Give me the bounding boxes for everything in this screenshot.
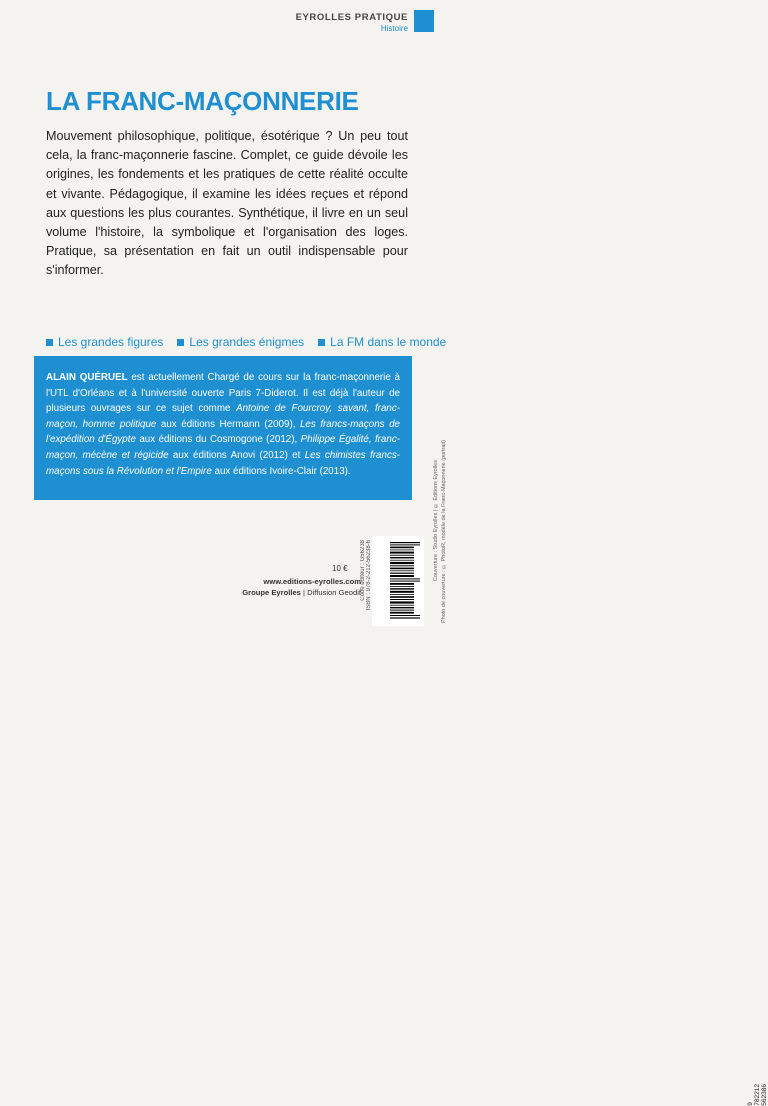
publisher-group: Groupe Eyrolles xyxy=(242,588,301,597)
publisher-website: www.editions-eyrolles.com xyxy=(263,577,361,586)
square-bullet-icon xyxy=(46,339,53,346)
topic-label: Les grandes énigmes xyxy=(189,335,305,349)
work-title: Les francs-maçons de l'expédition d'Égypte xyxy=(46,418,401,446)
barcode xyxy=(372,536,768,1106)
cover-credit: Couverture : Studio Eyrolles | © Éditions Eyrolles xyxy=(433,460,439,582)
bio-text: aux éditions Hermann (2009), xyxy=(156,418,300,430)
work-title: Antoine de Fourcroy, savant, franc-maçon, homme politique xyxy=(46,403,401,430)
square-bullet-icon xyxy=(177,339,184,346)
bio-text: aux éditions du Cosmogone (2012), xyxy=(135,434,301,446)
series-block xyxy=(296,12,408,33)
bio-text: est actuellement Chargé de cours sur la franc-maçonnerie à l'UTL d'Orléans et à l'université ouverte Paris 7-Diderot. Il est déjà l'auteur de plusieurs ouvrages sur ce sujet comme xyxy=(46,372,401,415)
code-editeur: Code éditeur : G56238 xyxy=(360,540,366,601)
topic-label: Les grandes figures xyxy=(58,335,164,349)
distribution-text: | Diffusion Geodif xyxy=(300,588,361,597)
author-bio-box xyxy=(34,356,412,500)
series-square-logo xyxy=(414,10,434,32)
photo-credit: Photo de couverture : © PhotoR, modèle de la Franc-Maçonnerie (portrait) xyxy=(441,440,447,624)
author-name: ALAIN QUÉRUEL xyxy=(46,372,128,383)
work-title: Philippe Égalité, franc-maçon, mécène et régicide xyxy=(46,434,400,461)
topic-label: La FM dans le monde xyxy=(330,335,447,349)
topic-item xyxy=(318,335,446,349)
topic-item xyxy=(177,335,304,349)
book-description: Mouvement philosophique, politique, ésotérique ? Un peu tout cela, la franc-maçonnerie fascine. Complet, ce guide dévoile les origines, les fondements et les pratiques de cette réalité occulte et vivante. Pédagogique, il examine les idées reçues et répond aux questions les plus courantes. Synthétique, il livre en un seul volume l'histoire, la symbolique et l'organisation des loges. Pratique, sa présentation en fait un outil indispensable pour s'informer. xyxy=(46,129,408,278)
work-title: Les chimistes francs-maçons sous la Révolution et l'Empire xyxy=(46,449,401,477)
bio-text: aux éditions Anovi (2012) et xyxy=(168,449,305,461)
barcode-bars-icon xyxy=(390,542,420,620)
isbn: ISBN : 978-2-212-56238-6 xyxy=(366,540,372,611)
book-title: LA FRANC-MAÇONNERIE xyxy=(46,86,359,116)
topic-item xyxy=(46,335,163,349)
topics-list xyxy=(46,335,446,349)
series-subtitle: Histoire xyxy=(380,24,408,33)
series-name: EYROLLES PRATIQUE xyxy=(295,12,408,23)
publisher-line xyxy=(242,588,361,597)
bio-text: aux éditions Ivoire-Clair (2013). xyxy=(211,465,351,477)
ean-number: 9 782212 562386 xyxy=(747,1084,768,1106)
price: 10 € xyxy=(332,564,348,573)
square-bullet-icon xyxy=(318,339,325,346)
